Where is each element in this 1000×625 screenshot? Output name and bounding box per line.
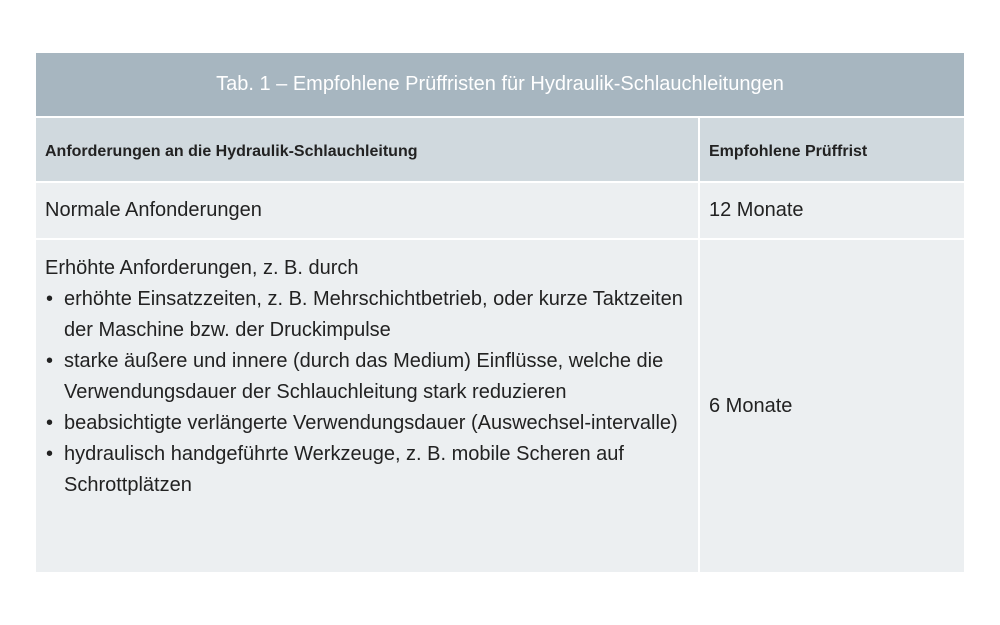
inspection-interval-table xyxy=(36,53,964,572)
bullet-icon: • xyxy=(46,443,54,465)
table-row xyxy=(36,183,964,238)
header-requirements: Anforderungen an die Hydraulik-Schlauchleitung xyxy=(36,118,698,181)
bullet-text: starke äußere und innere (durch das Medium) Einflüsse, welche die Verwendungsdauer der Schlauchleitung stark reduzieren xyxy=(64,350,664,403)
bullet-text: hydraulisch handgeführte Werkzeuge, z. B. mobile Scheren auf Schrottplätzen xyxy=(64,443,624,496)
bullet-text: beabsichtigte verlängerte Verwendungsdauer (Auswechsel-intervalle) xyxy=(64,412,678,434)
bullet-icon: • xyxy=(46,288,54,310)
requirement-bullet-list xyxy=(45,284,688,501)
requirement-cell xyxy=(36,240,698,572)
table-row xyxy=(36,240,964,572)
requirement-intro: Erhöhte Anforderungen, z. B. durch xyxy=(45,257,359,279)
list-item xyxy=(45,408,688,439)
table-caption: Tab. 1 – Empfohlene Prüffristen für Hydraulik-Schlauchleitungen xyxy=(36,53,964,116)
bullet-icon: • xyxy=(46,350,54,372)
list-item xyxy=(45,346,688,408)
requirement-cell: Normale Anfonderungen xyxy=(36,183,698,238)
table-header-row xyxy=(36,118,964,181)
list-item xyxy=(45,439,688,501)
header-interval: Empfohlene Prüffrist xyxy=(700,118,964,181)
list-item xyxy=(45,284,688,346)
bullet-icon: • xyxy=(46,412,54,434)
interval-cell: 6 Monate xyxy=(700,240,964,572)
interval-cell: 12 Monate xyxy=(700,183,964,238)
bullet-text: erhöhte Einsatzzeiten, z. B. Mehrschichtbetrieb, oder kurze Taktzeiten der Maschine bzw. der Druckimpulse xyxy=(64,288,683,341)
